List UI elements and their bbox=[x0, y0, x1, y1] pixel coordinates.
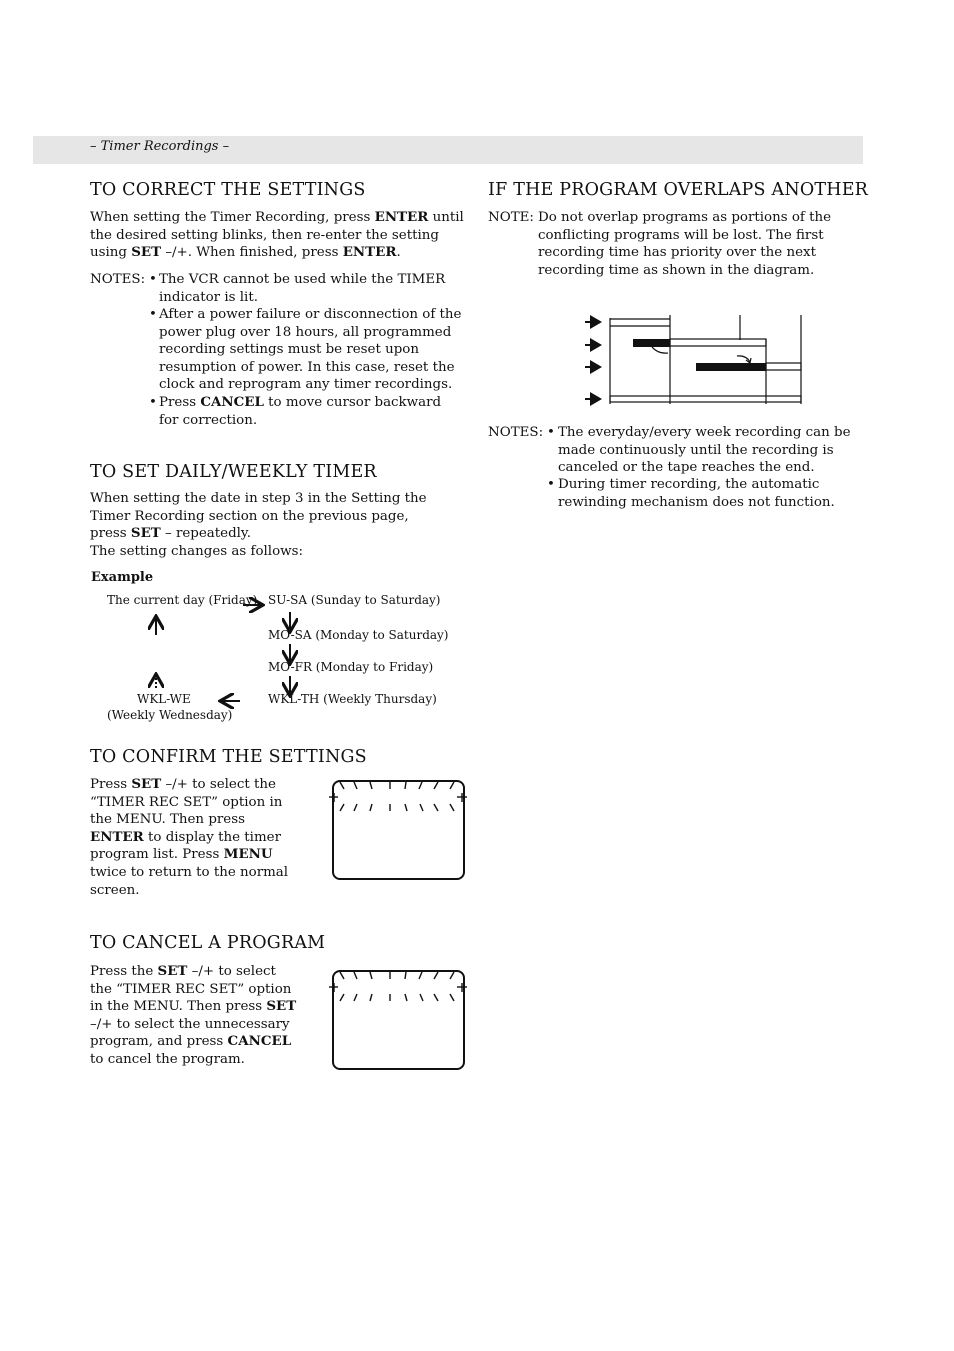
overlap-notes bbox=[488, 424, 863, 519]
flow-mo-fr: MO-FR (Monday to Friday) bbox=[268, 660, 434, 674]
bullet: • bbox=[149, 272, 157, 287]
section-title-correct: TO CORRECT THE SETTINGS bbox=[90, 180, 366, 200]
confirm-body: Press SET –/+ to select the “TIMER REC SET” option in the MENU. Then press ENTER to display the timer program list. Press MENU twice to return to the normal screen. bbox=[90, 776, 289, 898]
note-item: During timer recording, the automatic rewinding mechanism does not function. bbox=[558, 477, 835, 510]
cancel-body: Press the SET –/+ to select the “TIMER REC SET” option in the MENU. Then press SET –/+ to select the unnecessary program, and press CANCEL to cancel the program. bbox=[90, 963, 297, 1067]
note-item: After a power failure or disconnection of the power plug over 18 hours, all programmed recording settings must be reset upon resumption of power. In this case, reset the clock and reprogram any timer recordings. bbox=[159, 307, 462, 393]
note-item: The VCR cannot be used while the TIMER indicator is lit. bbox=[159, 272, 446, 305]
flow-wkl-th: WKL-TH (Weekly Thursday) bbox=[268, 692, 437, 706]
overlap-note bbox=[488, 209, 863, 281]
bullet: • bbox=[149, 395, 157, 410]
section-title-cancel: TO CANCEL A PROGRAM bbox=[90, 933, 326, 953]
overlap-diagram bbox=[580, 310, 810, 410]
daily-body: When setting the date in step 3 in the Setting the Timer Recording section on the previous page, press SET – repeatedly. The setting changes as follows: bbox=[90, 491, 427, 559]
notes-label: NOTES: bbox=[90, 272, 146, 287]
note-item: Press CANCEL to move cursor backward for correction. bbox=[159, 394, 442, 428]
flow-current-day: The current day (Friday) bbox=[107, 593, 258, 607]
flow-mo-sa: MO-SA (Monday to Saturday) bbox=[268, 628, 449, 642]
flow-wkl-we: WKL-WE bbox=[137, 692, 191, 706]
screen-flash-marks bbox=[326, 778, 471, 818]
section-title-daily: TO SET DAILY/WEEKLY TIMER bbox=[90, 462, 377, 482]
bullet: • bbox=[547, 477, 555, 492]
note-item: The everyday/every week recording can be made continuously until the recording is canceled or the tape reaches the end. bbox=[558, 425, 851, 476]
flow-wkl-we-sub: (Weekly Wednesday) bbox=[107, 708, 233, 722]
correct-body: When setting the Timer Recording, press ENTER until the desired setting blinks, then re-enter the setting using SET –/+. When finished, press ENTER. bbox=[90, 209, 464, 261]
note-text: Do not overlap programs as portions of the conflicting programs will be lost. The first recording time has priority over the next recording time as shown in the diagram. bbox=[538, 210, 832, 278]
screen-flash-marks bbox=[326, 968, 471, 1008]
bullet: • bbox=[547, 425, 555, 440]
section-title-overlap: IF THE PROGRAM OVERLAPS ANOTHER bbox=[488, 180, 869, 200]
bullet: • bbox=[149, 307, 157, 322]
flow-su-sa: SU-SA (Sunday to Saturday) bbox=[268, 593, 441, 607]
notes-label: NOTES: bbox=[488, 425, 544, 440]
running-head: – Timer Recordings – bbox=[90, 139, 230, 154]
section-title-confirm: TO CONFIRM THE SETTINGS bbox=[90, 747, 367, 767]
note-label: NOTE: bbox=[488, 210, 534, 225]
example-label: Example bbox=[91, 570, 154, 585]
